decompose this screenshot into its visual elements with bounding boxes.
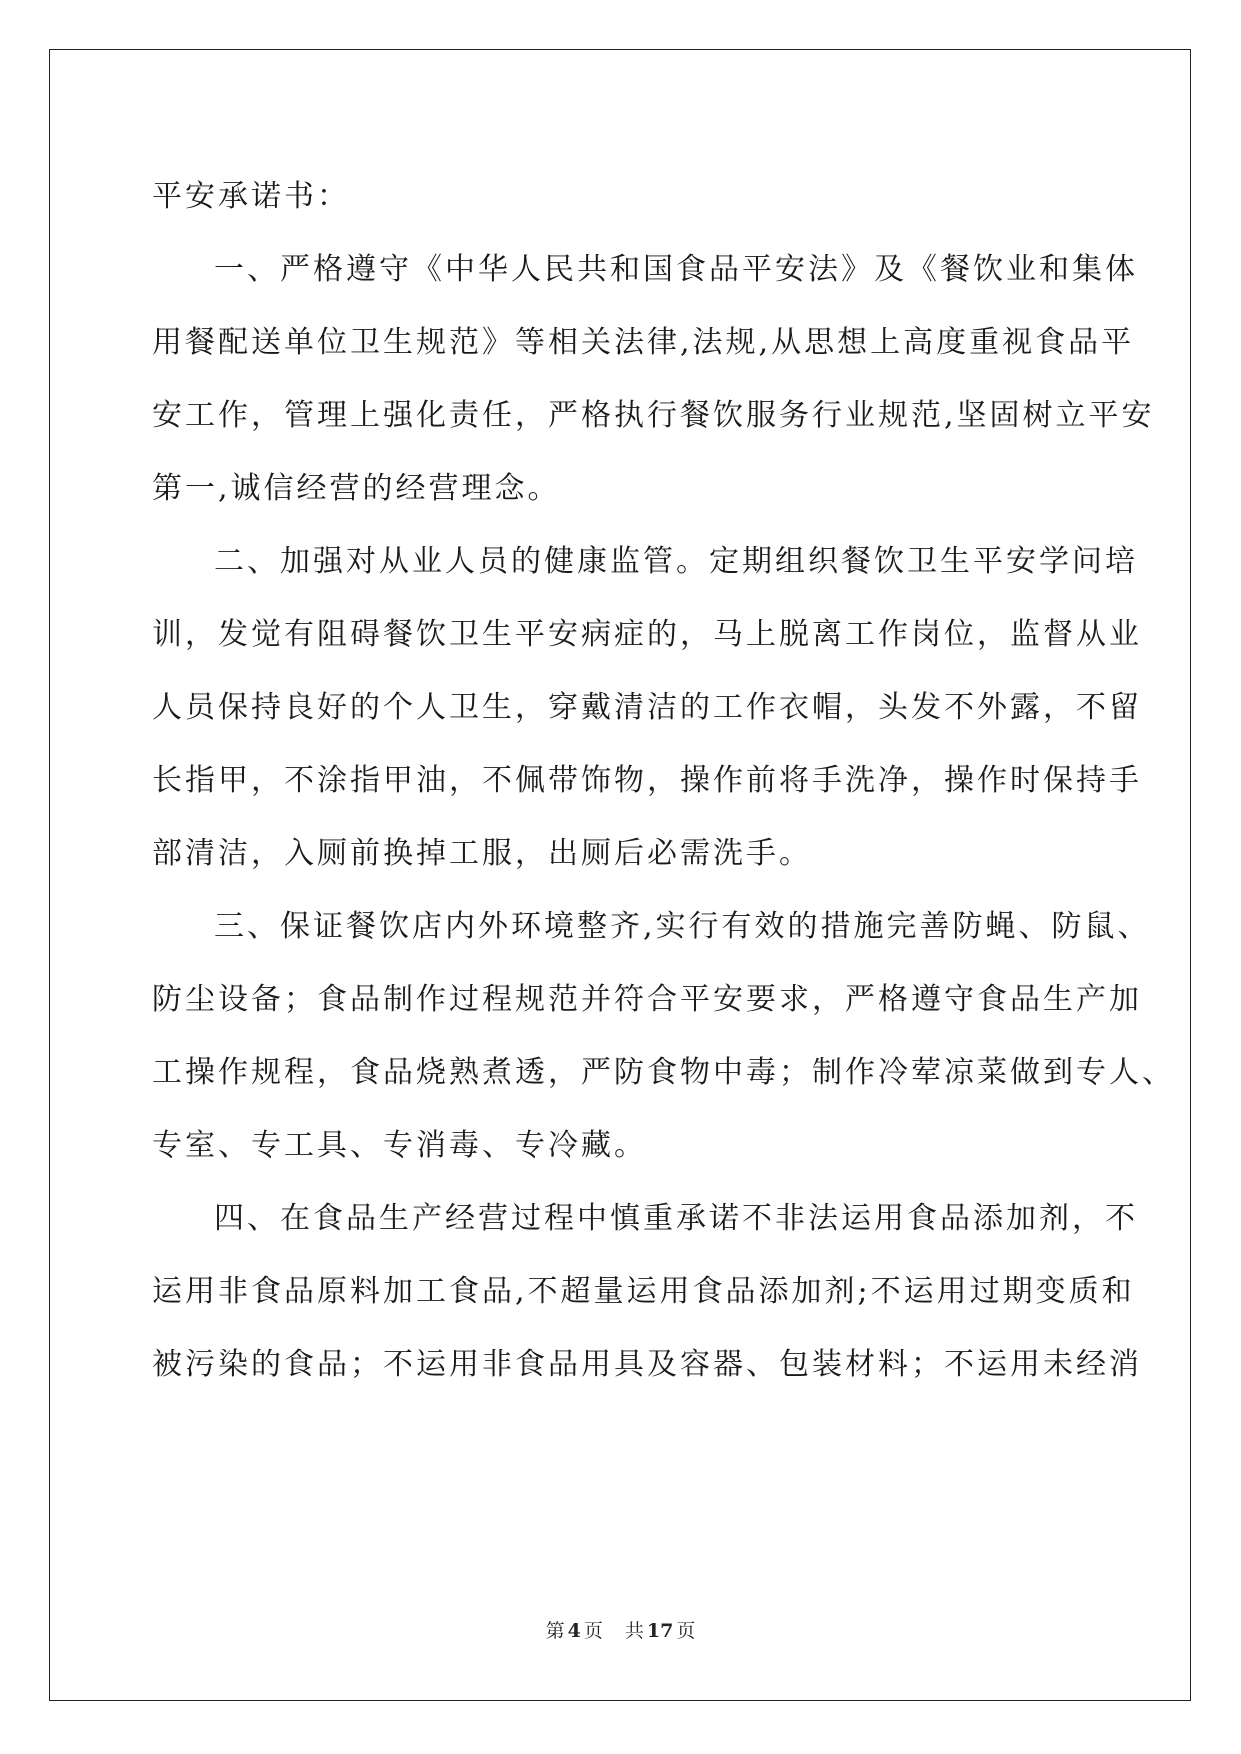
document-body (152, 160, 1175, 1401)
body-line-10: 三、保证餐饮店内外环境整齐,实行有效的措施完善防蝇、防鼠、 (214, 909, 1151, 944)
footer-page-suffix: 页 (583, 1620, 603, 1642)
body-line-5: 二、加强对从业人员的健康监管。定期组织餐饮卫生平安学问培 (214, 544, 1138, 579)
body-line-13: 专室、专工具、专消毒、专冷藏。 (152, 1128, 647, 1163)
body-line-11: 防尘设备；食品制作过程规范并符合平安要求，严格遵守食品生产加 (152, 982, 1142, 1017)
footer-total-pages: 17 (646, 1620, 674, 1642)
body-line-16: 被污染的食品；不运用非食品用具及容器、包装材料；不运用未经消 (152, 1347, 1142, 1382)
footer-page-number: 4 (567, 1620, 581, 1642)
body-line-2: 用餐配送单位卫生规范》等相关法律,法规,从思想上高度重视食品平 (152, 325, 1135, 360)
body-line-0: 平安承诺书： (152, 179, 350, 214)
footer-page-prefix: 第 (545, 1620, 565, 1642)
body-line-9: 部清洁，入厕前换掉工服，出厕后必需洗手。 (152, 836, 812, 871)
footer-total-suffix: 页 (676, 1620, 696, 1642)
body-line-8: 长指甲，不涂指甲油，不佩带饰物，操作前将手洗净，操作时保持手 (152, 763, 1142, 798)
body-line-14: 四、在食品生产经营过程中慎重承诺不非法运用食品添加剂，不 (214, 1201, 1138, 1236)
body-line-6: 训，发觉有阻碍餐饮卫生平安病症的，马上脱离工作岗位，监督从业 (152, 617, 1142, 652)
body-line-1: 一、严格遵守《中华人民共和国食品平安法》及《餐饮业和集体 (214, 252, 1138, 287)
body-line-4: 第一,诚信经营的经营理念。 (152, 471, 561, 506)
body-line-3: 安工作，管理上强化责任，严格执行餐饮服务行业规范,坚固树立平安 (152, 398, 1155, 433)
body-line-12: 工操作规程，食品烧熟煮透，严防食物中毒；制作冷荤凉菜做到专人、 (152, 1055, 1175, 1090)
page-footer (0, 1616, 1241, 1643)
body-line-15: 运用非食品原料加工食品,不超量运用食品添加剂;不运用过期变质和 (152, 1274, 1135, 1309)
body-line-7: 人员保持良好的个人卫生，穿戴清洁的工作衣帽，头发不外露，不留 (152, 690, 1142, 725)
footer-total-prefix: 共 (624, 1620, 644, 1642)
